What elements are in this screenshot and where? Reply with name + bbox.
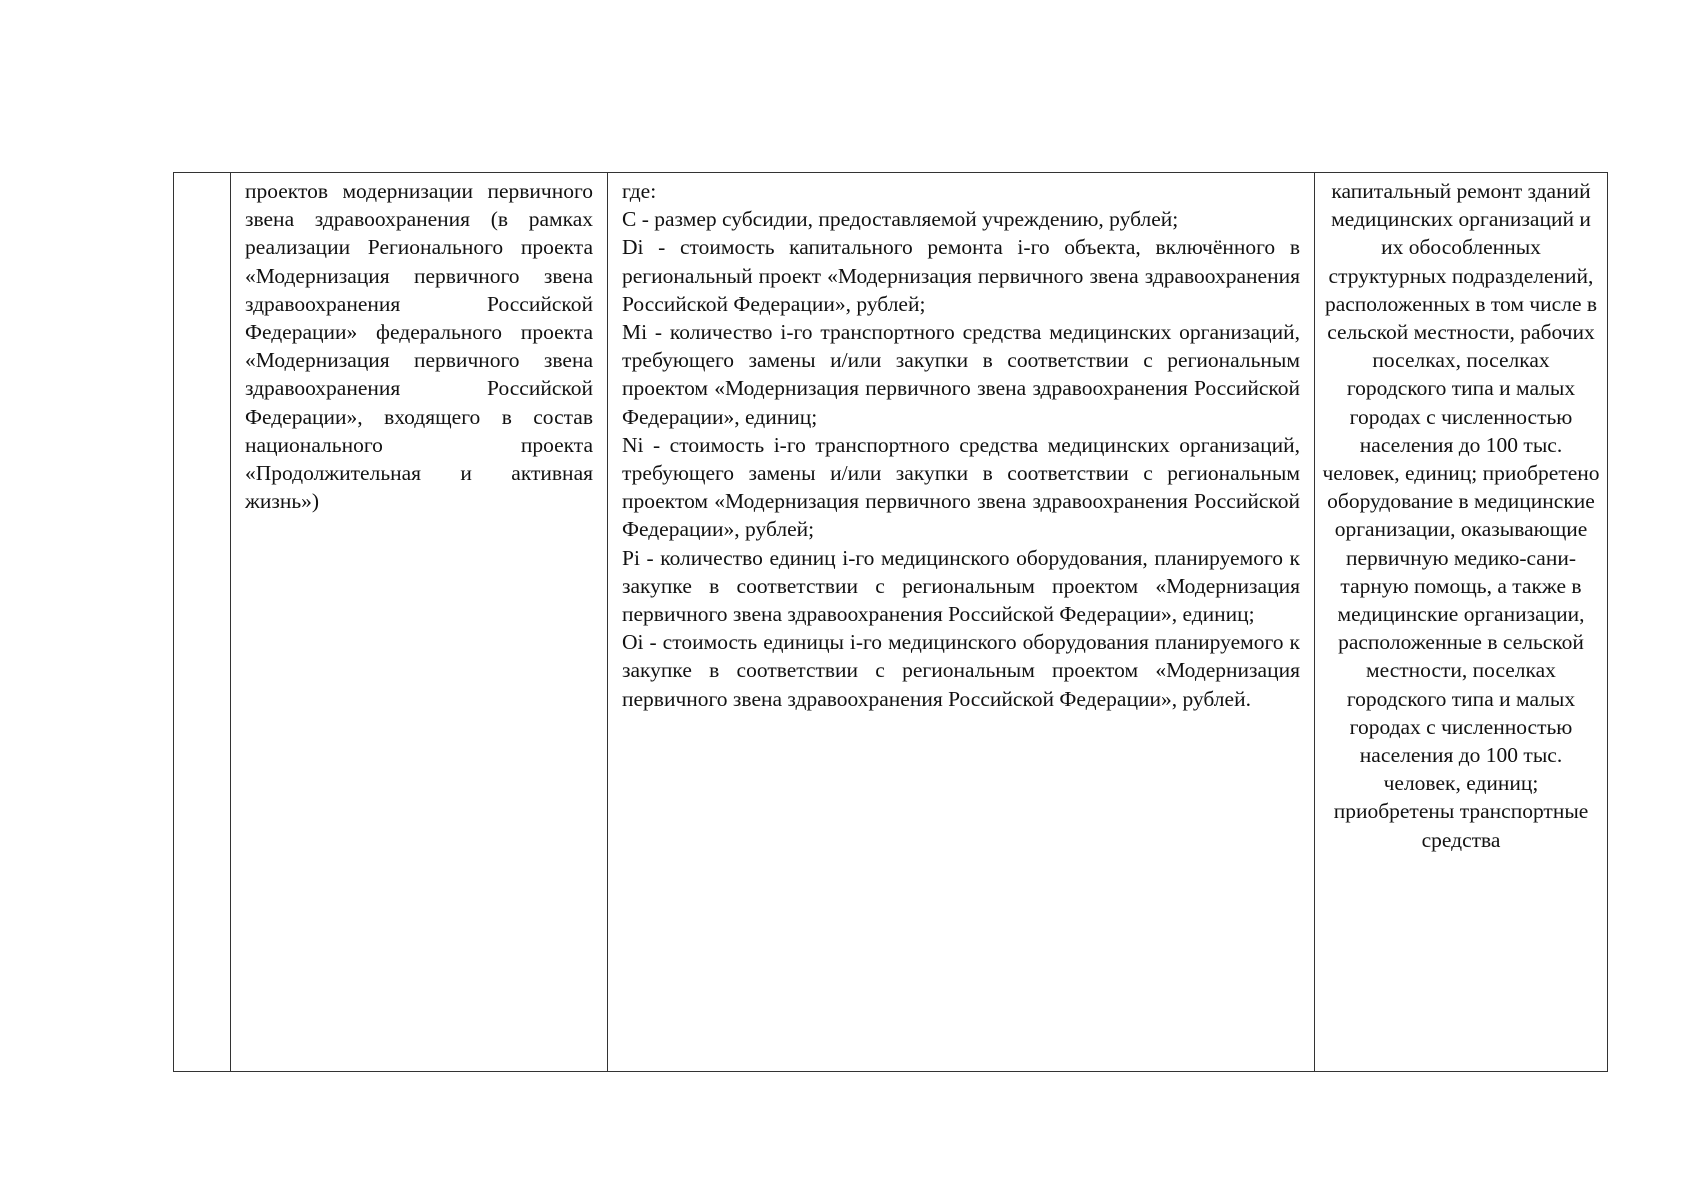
table-row [174,173,1608,1072]
document-table [173,172,1608,1072]
legend-line: Oi - стоимость единицы i-го медицинского оборудования планируемого к закупке в соответствии с региональным проектом «Модернизация первичного звена здравоохранения Российской Федерации», рублей. [622,630,1300,711]
legend-line: где: [622,179,657,203]
legend-line: Pi - количество единиц i-го медицинского оборудования, планируемого к закупке в соответствии с региональным проектом «Модернизация первичного звена здравоохранения Российской Федерации», единиц; [622,545,1300,627]
indicators-text: капитальный ремонт зданий медицинских организаций и их обособленных структурных подразделений, расположенных в том числе в сельской местности, рабочих поселках, поселках городского типа и малых городах с численностью населения до 100 тыс. человек, единиц; приобретено оборудование в медицинские организации, оказывающие первичную медико-сани-тарную помощь, а также в медицинские организации, расположенные в сельской местности, поселках городского типа и малых городах с численностью населения до 100 тыс. человек, единиц; приобретены транспортные средства [1322,179,1600,852]
formula-legend [608,173,1314,713]
legend-line: Ni - стоимость i-го транспортного средства медицинских организаций, требующего замены и/или закупки в соответствии с региональным проектом «Модернизация первичного звена здравоохранения Российской Федерации», рублей; [622,432,1300,542]
table-cell-indicators [1315,173,1608,1072]
table-cell-number [174,173,231,1072]
legend-line: Mi - количество i-го транспортного средства медицинских организаций, требующего замены и/или закупки в соответствии с региональным проектом «Модернизация первичного звена здравоохранения Российской Федерации», единиц; [622,320,1300,429]
legend-line: С - размер субсидии, предоставляемой учреждению, рублей; [622,207,1179,232]
table-cell-formula-legend [608,173,1315,1072]
project-description-text: проектов модернизации первичного звена здравоохранения (в рамках реализации Регионального проекта «Модернизация первичного звена здравоохранения Российской Федерации» федерального проекта «Модернизация первичного звена здравоохранения Российской Федерации», входящего в состав национального проекта «Продолжительная и активная жизнь») [245,179,593,514]
table-cell-description [231,173,608,1072]
legend-line: Di - стоимость капитального ремонта i-го объекта, включённого в региональный проект «Модернизация первичного звена здравоохранения Российской Федерации», рублей; [622,235,1300,316]
